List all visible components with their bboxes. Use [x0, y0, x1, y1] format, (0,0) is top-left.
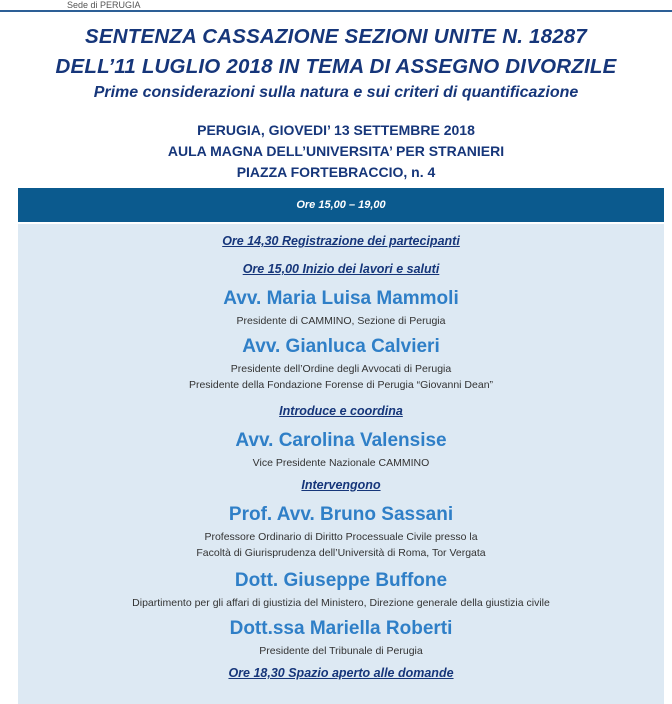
venue-address: PIAZZA FORTEBRACCIO, n. 4	[236, 164, 436, 180]
opening-slot: Ore 15,00 Inizio dei lavori e saluti	[242, 262, 440, 276]
time-band: Ore 15,00 – 19,00	[18, 188, 664, 222]
speaker-role: Vice Presidente Nazionale CAMMINO	[252, 457, 430, 469]
speaker-name: Avv. Gianluca Calvieri	[242, 336, 440, 357]
speaker-name: Avv. Carolina Valensise	[235, 430, 447, 451]
event-header	[0, 22, 672, 104]
venue-hall: AULA MAGNA DELL’UNIVERSITA’ PER STRANIERI	[167, 143, 505, 159]
speaker-role: Presidente di CAMMINO, Sezione di Perugia	[236, 315, 446, 327]
speaker-role: Presidente del Tribunale di Perugia	[259, 645, 423, 657]
speaker-name: Prof. Avv. Bruno Sassani	[228, 504, 454, 525]
speaker-role: Facoltà di Giurisprudenza dell’Università di Roma, Tor Vergata	[196, 547, 486, 559]
introduce-heading: Introduce e coordina	[279, 404, 403, 418]
speaker-name: Avv. Maria Luisa Mammoli	[223, 288, 459, 309]
speaker-role: Presidente della Fondazione Forense di Perugia “Giovanni Dean”	[188, 379, 494, 391]
questions-slot: Ore 18,30 Spazio aperto alle domande	[228, 666, 454, 680]
header-rule	[0, 10, 672, 12]
venue-date: PERUGIA, GIOVEDI’ 13 SETTEMBRE 2018	[197, 122, 475, 138]
speaker-role: Presidente dell’Ordine degli Avvocati di Perugia	[230, 363, 452, 375]
event-venue	[0, 120, 672, 183]
event-title-line-2: DELL’11 LUGLIO 2018 IN TEMA DI ASSEGNO DIVORZILE	[55, 55, 617, 78]
speaker-name: Dott. Giuseppe Buffone	[234, 570, 448, 591]
speaker-role: Dipartimento per gli affari di giustizia del Ministero, Direzione generale della giustizia civile	[132, 597, 550, 609]
speaker-name: Dott.ssa Mariella Roberti	[229, 618, 453, 639]
event-title-line-1: SENTENZA CASSAZIONE SEZIONI UNITE N. 18287	[84, 25, 587, 48]
sede-label: Sede di PERUGIA	[67, 0, 141, 10]
speaker-role: Professore Ordinario di Diritto Processuale Civile presso la	[204, 531, 478, 543]
registration-slot: Ore 14,30 Registrazione dei partecipanti	[222, 234, 460, 248]
event-subtitle: Prime considerazioni sulla natura e sui criteri di quantificazione	[93, 84, 579, 101]
intervengono-heading: Intervengono	[301, 478, 381, 492]
